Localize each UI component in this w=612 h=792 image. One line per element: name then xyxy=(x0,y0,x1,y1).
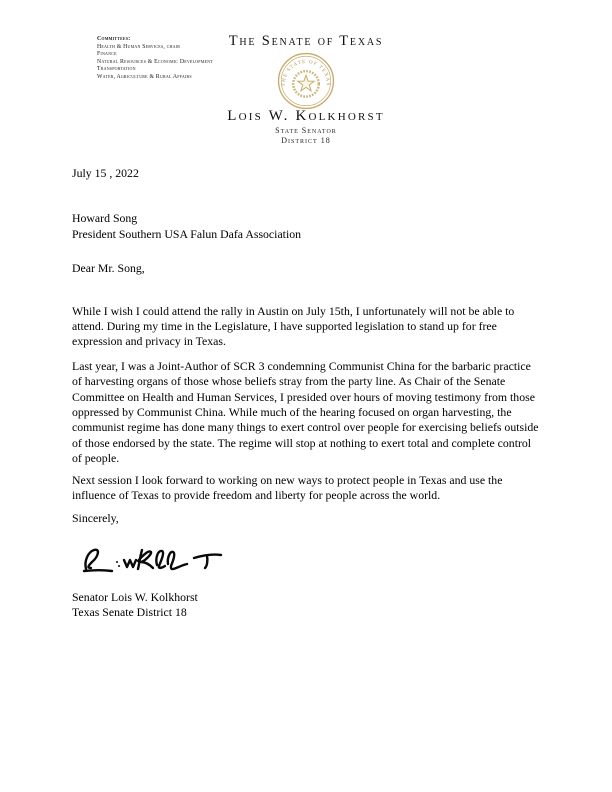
committee-item: Transportation xyxy=(97,66,136,73)
body-paragraph: While I wish I could attend the rally in Austin on July 15th, I unfortunately will not be able to attend. During my time in the Legislature, I have supported legislation to stand up for free expression and privacy in Texas. xyxy=(72,303,515,349)
committee-item: Water, Agriculture & Rural Affairs xyxy=(97,73,192,80)
senator-title: State Senator xyxy=(275,126,337,135)
seal-text: THE STATE OF TEXAS xyxy=(281,59,331,87)
recipient-title: President Southern USA Falun Dafa Association xyxy=(72,226,302,241)
handwritten-signature xyxy=(74,535,224,581)
closing: Sincerely, xyxy=(72,510,119,525)
letter-body xyxy=(72,166,542,621)
texas-state-seal-icon xyxy=(277,52,335,115)
salutation: Dear Mr. Song, xyxy=(72,261,145,276)
committees-heading: Committees: xyxy=(97,36,131,42)
body-paragraph: Next session I look forward to working on new ways to protect people in Texas and use the influence of Texas to provide freedom and liberty for people across the world. xyxy=(72,472,503,503)
committee-item: Finance xyxy=(97,51,117,58)
signature-block xyxy=(72,590,542,621)
senator-district: District 18 xyxy=(281,136,331,145)
signer-title: Texas Senate District 18 xyxy=(72,605,187,620)
recipient-name: Howard Song xyxy=(72,211,138,226)
letter-date: July 15 , 2022 xyxy=(72,166,139,180)
recipient-block xyxy=(72,211,542,242)
committee-item: Health & Human Services, chair xyxy=(97,43,181,50)
senator-name: Lois W. Kolkhorst xyxy=(227,108,385,124)
body-paragraph: Last year, I was a Joint-Author of SCR 3 condemning Communist China for the barbaric practice of harvesting organs of those whose beliefs stray from the party line. As Chair of the Senate Committee on Health and Human Services, I presided over hours of moving testimony from those oppressed by Communist China. While much of the hearing focused on organ harvesting, the communist regime has done many things to exert control over people for exercising beliefs outside of those endorsed by the state. The regime will stop at nothing to exert total and complete control of people. xyxy=(72,358,539,466)
signer-name: Senator Lois W. Kolkhorst xyxy=(72,589,198,604)
org-title: The Senate of Texas xyxy=(228,33,384,49)
committee-item: Natural Resources & Economic Development xyxy=(97,58,213,65)
